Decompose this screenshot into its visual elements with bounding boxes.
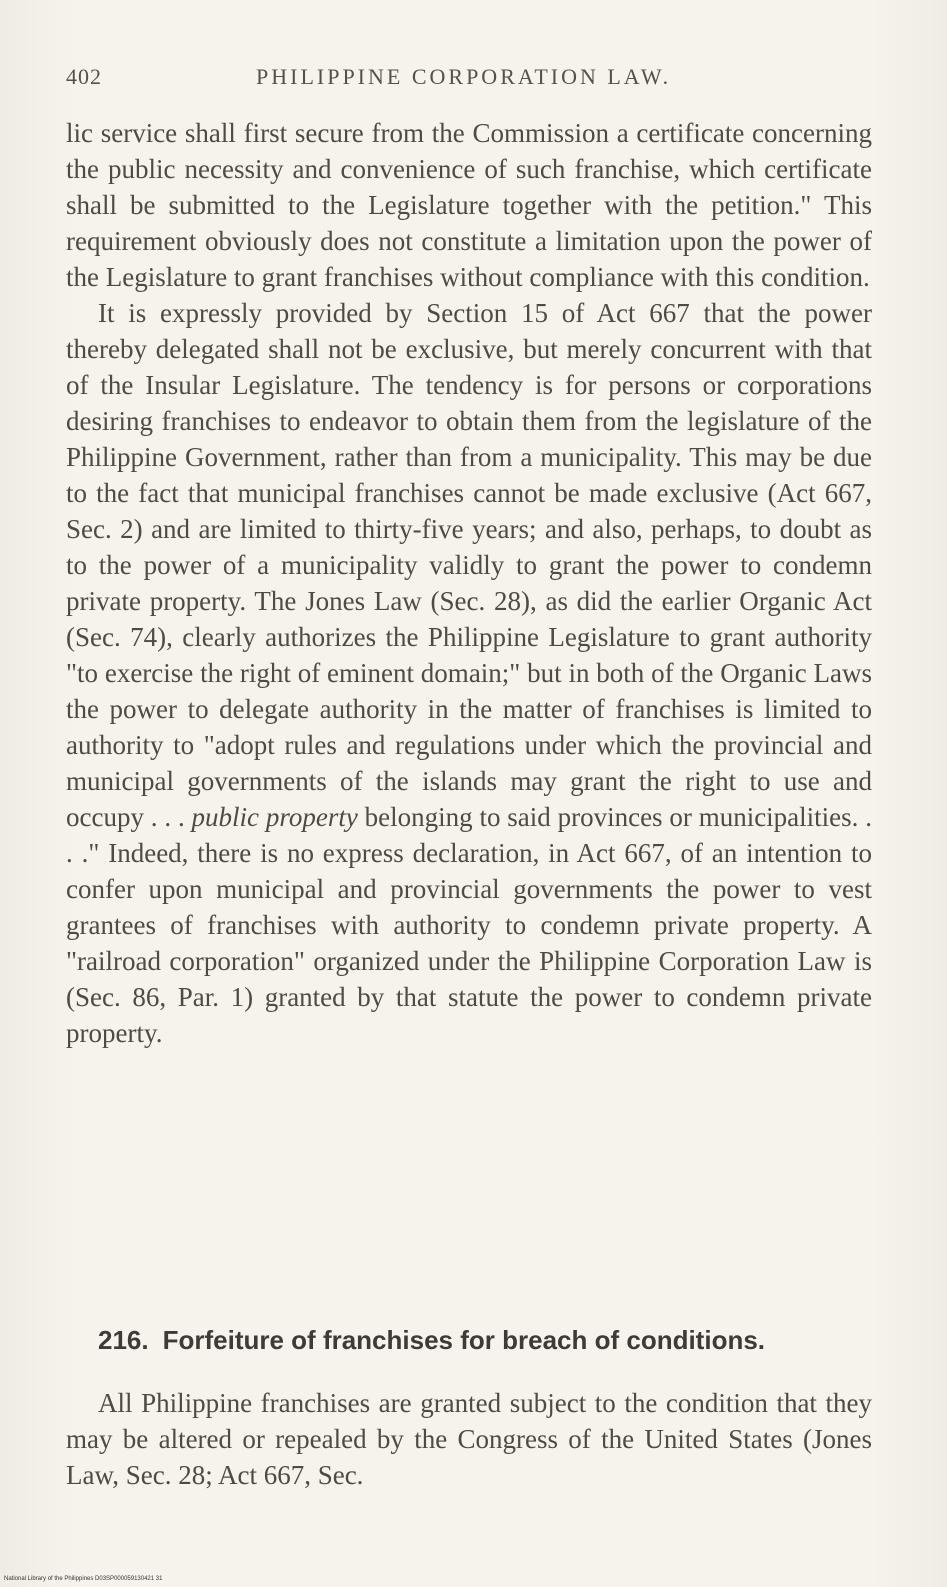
paragraph-continued: lic service shall first secure from the Commission a certificate concerning the public necessity and convenience of such franchise, which certificate shall be submitted to the Legislature together with the petition." This requirement obviously does not constitute a limitation upon the power of the Legislature to grant franchises without compliance with this condition. [66, 118, 872, 292]
section-title: Forfeiture of franchises for breach of conditions. [162, 1325, 766, 1355]
page-number: 402 [66, 64, 102, 89]
paragraph-act-667 [66, 295, 872, 1051]
paragraph-text-part: belonging to said provinces or municipalities. . . ." Indeed, there is no express declaration, in Act 667, of an intention to confer upon municipal and provincial governments the power to vest grantees of franchises with authority to condemn private property. A "railroad corporation" organized under the Philippine Corporation Law is (Sec. 86, Par. 1) granted by that statute the power to condemn private property. [66, 802, 872, 1048]
running-header [66, 58, 882, 98]
body-text [66, 115, 872, 1051]
italic-phrase: public property [191, 802, 358, 832]
running-title: PHILIPPINE CORPORATION LAW. [256, 64, 672, 89]
scan-credit: National Library of the Philippines D03SP000059130421 31 [4, 1576, 163, 1582]
section-number: 216. [98, 1325, 149, 1355]
section-heading [98, 1322, 878, 1358]
paragraph-forfeiture: All Philippine franchises are granted subject to the condition that they may be altered or repealed by the Congress of the United States (Jones Law, Sec. 28; Act 667, Sec. [66, 1388, 872, 1490]
paragraph-text-part: It is expressly provided by Section 15 of Act 667 that the power thereby delegated shall not be exclusive, but merely concurrent with that of the Insular Legislature. The tendency is for persons or corporations desiring franchises to endeavor to obtain them from the legislature of the Philippine Government, rather than from a municipality. This may be due to the fact that municipal franchises cannot be made exclusive (Act 667, Sec. 2) and are limited to thirty-five years; and also, perhaps, to doubt as to the power of a municipality validly to grant the power to condemn private property. The Jones Law (Sec. 28), as did the earlier Organic Act (Sec. 74), clearly authorizes the Philippine Legislature to grant authority "to exercise the right of eminent domain;" but in both of the Organic Laws the power to delegate authority in the matter of franchises is limited to authority to "adopt rules and regulations under which the provincial and municipal governments of the islands may grant the right to use and occupy . . . [66, 298, 872, 832]
